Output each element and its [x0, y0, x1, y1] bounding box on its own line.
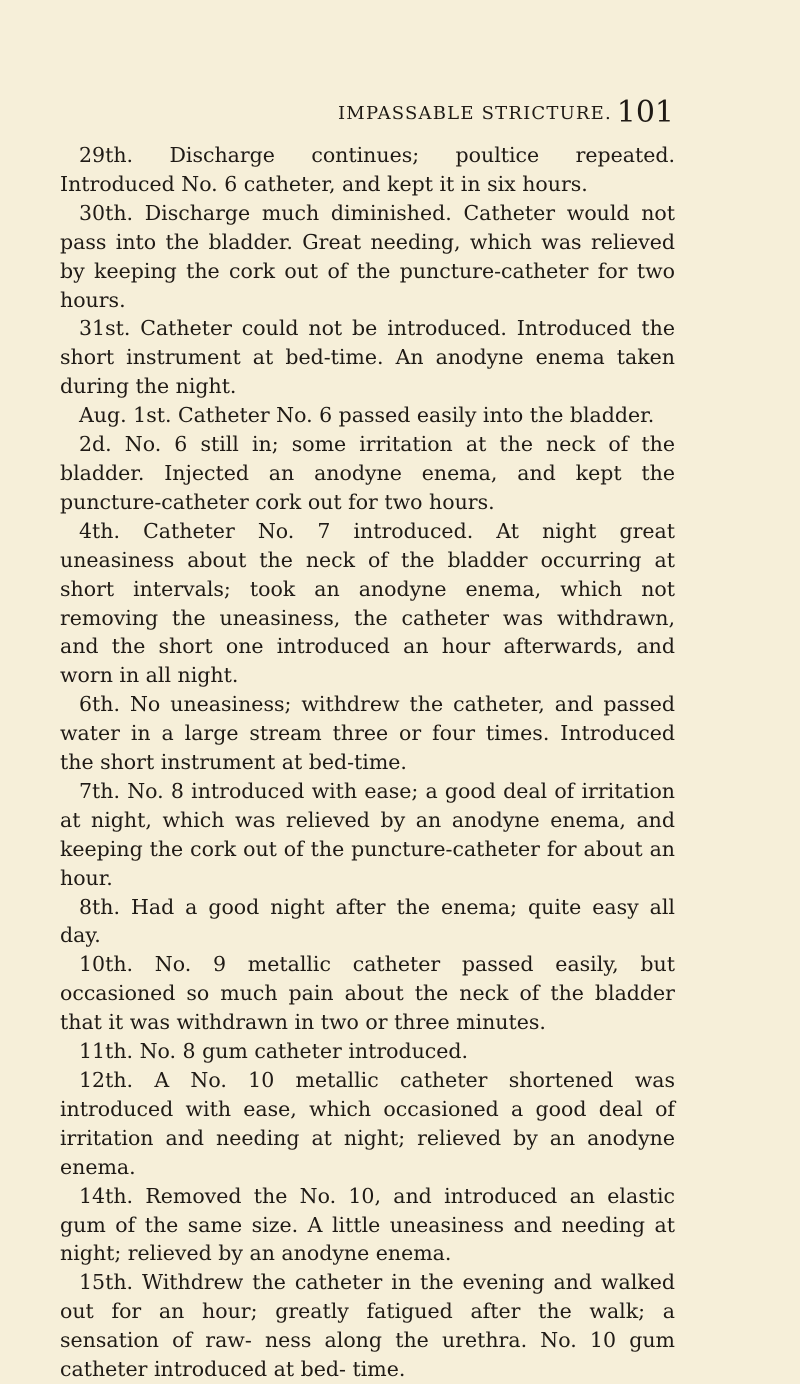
entry-text: Catheter No. 7 introduced. At night great uneasiness about the neck of the bladder occurring at short intervals; took an anodyne enema, which not removing the uneasiness, the catheter was withdrawn, and the short one introduced an hour afterwards, and worn in all night. [60, 518, 675, 688]
diary-entry [60, 950, 675, 1037]
page-header [178, 93, 674, 133]
entry-date: 8th. [79, 894, 120, 919]
body-text [60, 141, 675, 1384]
diary-entry [60, 517, 675, 690]
entry-date: Aug. 1st. [79, 403, 172, 428]
entry-text: Catheter could not be introduced. Introduced the short instrument at bed-time. An anodyne enema taken during the night. [60, 316, 675, 399]
diary-entry [60, 314, 675, 401]
entry-date: 31st. [79, 316, 131, 341]
diary-entry [60, 401, 675, 430]
diary-entry [60, 893, 675, 951]
entry-date: 10th. [79, 952, 134, 977]
entry-text: Discharge much diminished. Catheter would not pass into the bladder. Great needing, which was relieved by keeping the cork out of the puncture-catheter for two hours. [60, 200, 675, 312]
entry-date: 30th. [79, 200, 134, 225]
entry-text: A No. 10 metallic catheter shortened was introduced with ease, which occasioned a good deal of irritation and needing at night; relieved by an anodyne enema. [60, 1068, 675, 1179]
entry-text: Withdrew the catheter in the evening and walked out for an hour; greatly fatigued after the walk; a sensation of raw- ness along the urethra. No. 10 gum catheter introduced at bed- time. [60, 1270, 675, 1382]
entry-date: 12th. [79, 1068, 134, 1092]
entry-text: No. 8 introduced with ease; a good deal of irritation at night, which was relieved by an anodyne enema, and keeping the cork out of the puncture-catheter for about an hour. [60, 778, 675, 890]
entry-date: 29th. [79, 143, 134, 167]
entry-text: Catheter No. 6 passed easily into the bladder. [171, 403, 655, 428]
page-number: 101 [616, 95, 674, 130]
entry-date: 11th. [79, 1039, 134, 1064]
entry-text: Discharge continues; poultice repeated. Introduced No. 6 catheter, and kept it in six hours. [60, 143, 675, 196]
diary-entry [60, 777, 675, 893]
entry-date: 15th. [79, 1270, 134, 1295]
entry-text: No. 6 still in; some irritation at the neck of the bladder. Injected an anodyne enema, and kept the puncture-catheter cork out for two hours. [60, 432, 675, 514]
diary-entry [60, 690, 675, 777]
running-head: IMPASSABLE STRICTURE. [338, 103, 612, 124]
diary-entry [60, 141, 675, 199]
entry-date: 14th. [79, 1183, 134, 1208]
entry-text: Removed the No. 10, and introduced an elastic gum of the same size. A little uneasiness and needing at night; relieved by an anodyne enema. [60, 1183, 675, 1266]
entry-date: 6th. [79, 692, 120, 717]
diary-entry [60, 199, 675, 315]
entry-text: Had a good night after the enema; quite easy all day. [60, 894, 675, 948]
entry-text: No uneasiness; withdrew the catheter, and passed water in a large stream three or four times. Introduced the short instrument at bed-time. [60, 692, 675, 775]
entry-date: 2d. [79, 432, 112, 457]
entry-text: No. 8 gum catheter introduced. [133, 1039, 469, 1064]
diary-entry [60, 430, 675, 517]
diary-entry [60, 1037, 675, 1066]
entry-date: 4th. [79, 518, 120, 543]
diary-entry [60, 1066, 675, 1182]
entry-text: No. 9 metallic catheter passed easily, but occasioned so much pain about the neck of the bladder that it was withdrawn in two or three minutes. [60, 952, 675, 1035]
diary-entry [60, 1182, 675, 1269]
entry-date: 7th. [79, 778, 120, 803]
